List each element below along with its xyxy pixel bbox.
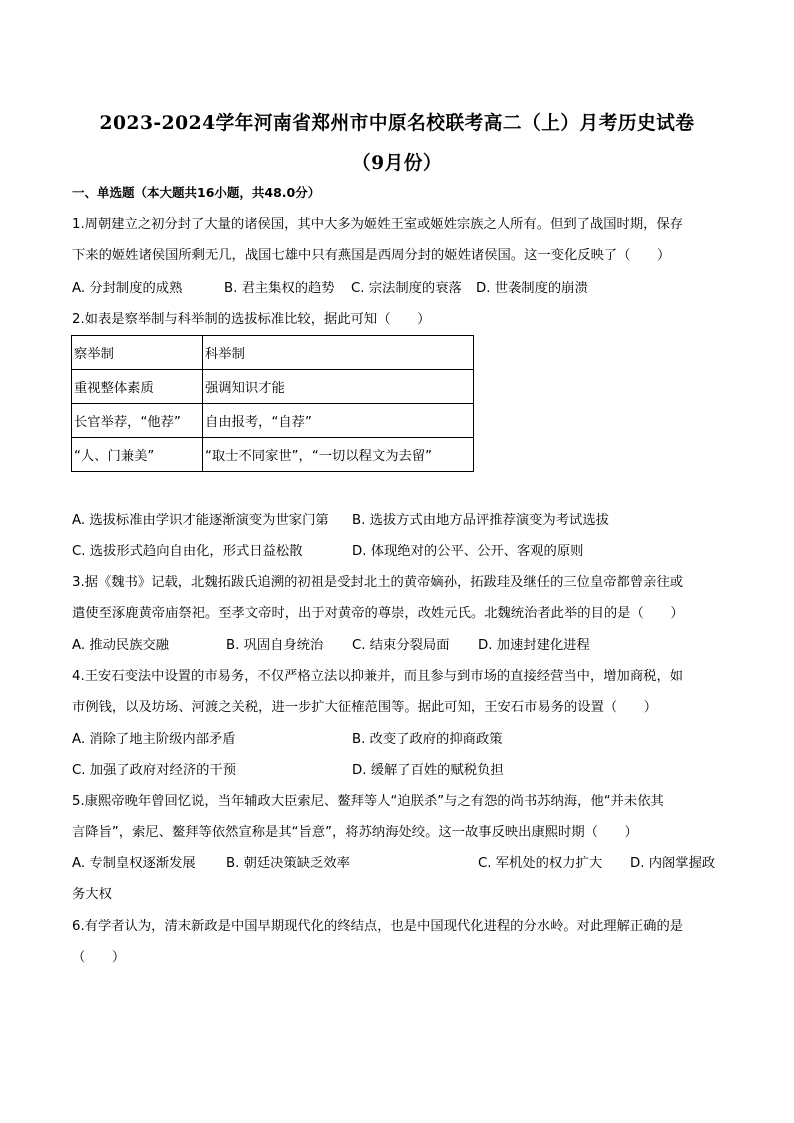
q6-stem-line1: 6.有学者认为，清末新政是中国早期现代化的终结点，也是中国现代化进程的分水岭。对此理解正确的是 (72, 919, 684, 934)
table-row (72, 404, 474, 438)
q4-option-b: B. 改变了政府的抑商政策 (352, 732, 503, 747)
section-header: 一、单选题（本大题共16小题，共48.0分） (72, 185, 321, 200)
q2-stem: 2.如表是察举制与科举制的选拔标准比较，据此可知（ ） (72, 312, 431, 327)
table-cell: 重视整体素质 (72, 370, 203, 404)
table-row (72, 370, 474, 404)
q4-option-a: A. 消除了地主阶级内部矛盾 (72, 732, 236, 747)
q1-stem-line1: 1.周朝建立之初分封了大量的诸侯国，其中大多为姬姓王室或姬姓宗族之人所有。但到了战国时期，保存 (72, 217, 684, 232)
q2-option-c: C. 选拔形式趋向自由化，形式日益松散 (72, 544, 303, 559)
q3-stem-line1: 3.据《魏书》记载，北魏拓跋氏追溯的初祖是受封北土的黄帝嫡孙，拓跋珪及继任的三位皇帝都曾亲往或 (72, 575, 684, 590)
q5-stem-line1: 5.康熙帝晚年曾回忆说，当年辅政大臣索尼、鳌拜等人“迫朕杀”与之有怨的尚书苏纳海，他“并未依其 (72, 794, 664, 809)
q5-option-a: A. 专制皇权逐渐发展 (72, 856, 196, 871)
q4-option-d: D. 缓解了百姓的赋税负担 (352, 763, 504, 778)
table-cell: 长官举荐，“他荐” (72, 404, 203, 438)
q4-stem-line1: 4.王安石变法中设置的市易务，不仅严格立法以抑兼并，而且参与到市场的直接经营当中，增加商税，如 (72, 669, 684, 684)
q5-stem-line2: 言降旨”，索尼、鳌拜等依然宣称是其“旨意”，将苏纳海处绞。这一故事反映出康熙时期（ ） (72, 825, 638, 840)
table-cell: 自由报考，“自荐” (203, 404, 474, 438)
q1-option-c: C. 宗法制度的衰落 (351, 281, 462, 296)
q6-stem-line2: （ ） (72, 950, 126, 965)
q1-stem-line2: 下来的姬姓诸侯国所剩无几，战国七雄中只有燕国是西周分封的姬姓诸侯国。这一变化反映了（ ） (72, 248, 671, 263)
q2-option-d: D. 体现绝对的公平、公开、客观的原则 (352, 544, 584, 559)
table-cell: 科举制 (203, 336, 474, 370)
table-cell: “取士不同家世”，“一切以程文为去留” (203, 438, 474, 472)
table-row (72, 438, 474, 472)
q5-option-b: B. 朝廷决策缺乏效率 (226, 856, 350, 871)
q5-option-c: C. 军机处的权力扩大 (478, 856, 603, 871)
exam-subtitle: （9月份） (351, 152, 443, 174)
q1-option-a: A. 分封制度的成熟 (72, 281, 183, 296)
q3-option-d: D. 加速封建化进程 (478, 638, 590, 653)
table-cell: 察举制 (72, 336, 203, 370)
q1-option-d: D. 世袭制度的崩溃 (476, 281, 588, 296)
table-cell: “人、门兼美” (72, 438, 203, 472)
q1-option-b: B. 君主集权的趋势 (224, 281, 335, 296)
q2-option-b: B. 选拔方式由地方品评推荐演变为考试选拔 (352, 513, 609, 528)
q3-stem-line2: 遣使至涿鹿黄帝庙祭祀。至孝文帝时，出于对黄帝的尊崇，改姓元氏。北魏统治者此举的目的是（ ） (72, 606, 684, 621)
comparison-table (71, 335, 474, 472)
q3-option-a: A. 推动民族交融 (72, 638, 170, 653)
q3-option-c: C. 结束分裂局面 (352, 638, 450, 653)
q5-option-d-wrap: 务大权 (72, 887, 112, 902)
q2-option-a: A. 选拔标准由学识才能逐渐演变为世家门第 (72, 513, 329, 528)
table-row (72, 336, 474, 370)
exam-title: 2023-2024学年河南省郑州市中原名校联考高二（上）月考历史试卷 (99, 112, 695, 134)
q3-option-b: B. 巩固自身统治 (226, 638, 324, 653)
q4-stem-line2: 市例钱，以及坊场、河渡之关税，进一步扩大征榷范围等。据此可知，王安石市易务的设置（ ） (72, 700, 658, 715)
q4-option-c: C. 加强了政府对经济的干预 (72, 763, 237, 778)
table-cell: 强调知识才能 (203, 370, 474, 404)
q5-option-d: D. 内阁掌握政 (630, 856, 716, 871)
